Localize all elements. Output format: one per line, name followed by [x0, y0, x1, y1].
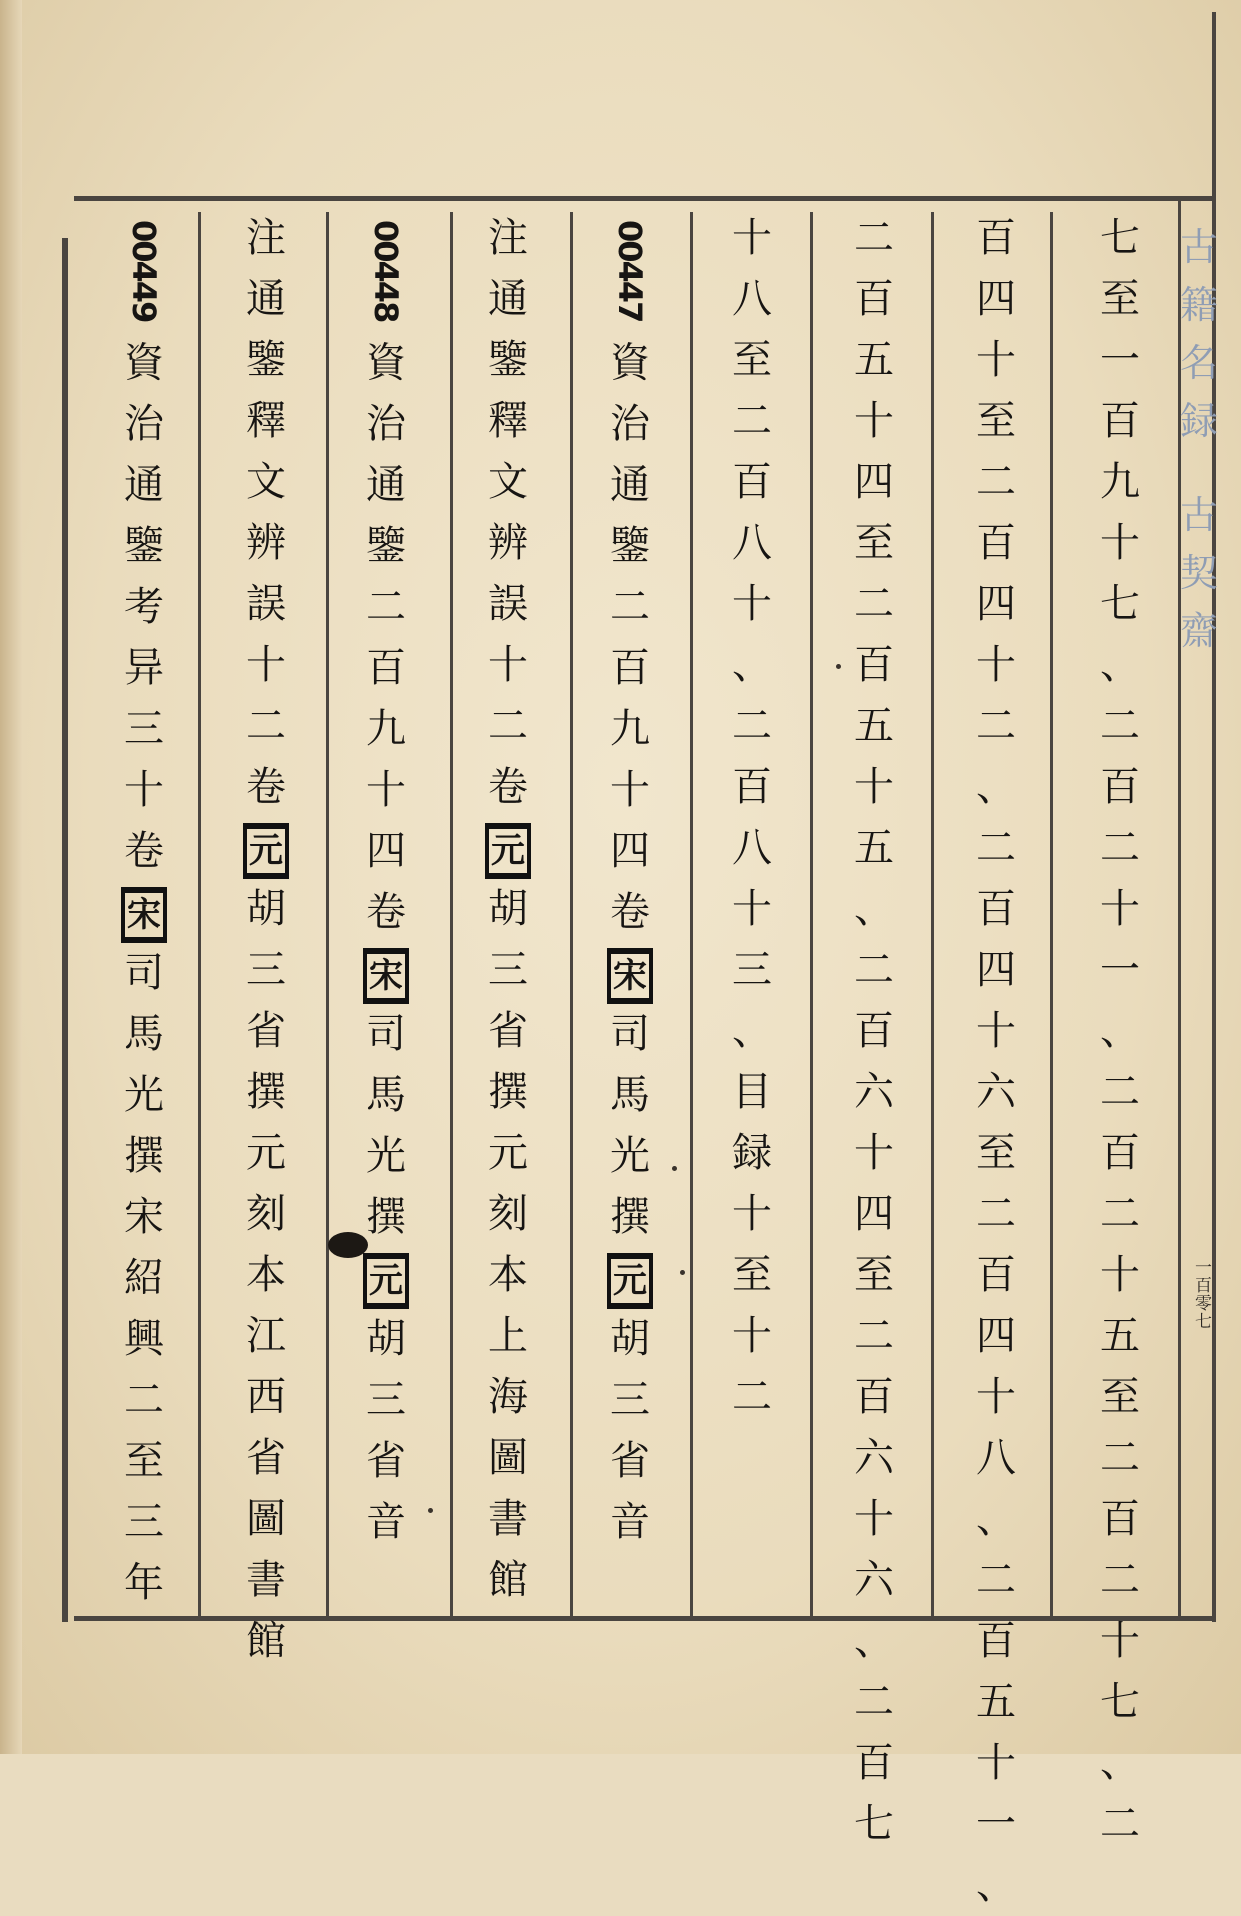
text-char: 撰	[610, 1194, 650, 1240]
text-char: 一	[1100, 337, 1140, 383]
text-char: 二	[732, 1374, 772, 1420]
text-column	[600, 208, 660, 1553]
studio-name-char: 契	[1179, 551, 1218, 595]
text-char: 、	[732, 642, 772, 688]
text-char: 館	[488, 1557, 528, 1603]
text-char: 文	[488, 459, 528, 505]
dynasty-label: 元	[485, 823, 531, 879]
text-char: 百	[976, 1252, 1016, 1298]
text-char: 二	[1100, 1557, 1140, 1603]
text-char: 至	[124, 1438, 164, 1484]
text-char: 資	[610, 340, 650, 386]
text-char: 十	[976, 337, 1016, 383]
text-char: 三	[610, 1377, 650, 1423]
text-char: 、	[976, 1496, 1016, 1542]
text-char: 二	[610, 584, 650, 630]
text-char: 五	[854, 825, 894, 871]
frame-top-border	[74, 196, 1216, 201]
text-char: 注	[488, 215, 528, 261]
text-char: 、	[1100, 1008, 1140, 1054]
text-char: 二	[854, 1313, 894, 1359]
text-char: 光	[366, 1133, 406, 1179]
text-char: 三	[366, 1377, 406, 1423]
text-char: 圖	[488, 1435, 528, 1481]
dynasty-label: 元	[243, 823, 289, 879]
text-char: 、	[854, 1618, 894, 1664]
text-char: 釋	[246, 398, 286, 444]
text-char: 十	[246, 642, 286, 688]
text-char: 十	[854, 398, 894, 444]
text-char: 元	[246, 1130, 286, 1176]
text-char: 七	[1100, 581, 1140, 627]
text-char: 誤	[488, 581, 528, 627]
text-char: 二	[854, 1679, 894, 1725]
text-char: 九	[610, 706, 650, 752]
text-char: 治	[366, 401, 406, 447]
margin-header	[1177, 218, 1221, 660]
studio-name-char: 齋	[1179, 609, 1218, 653]
text-char: 四	[610, 828, 650, 874]
text-char: 一	[1100, 947, 1140, 993]
dynasty-label: 元	[363, 1253, 409, 1309]
text-char: 刻	[246, 1191, 286, 1237]
text-char: 二	[1100, 1801, 1140, 1847]
text-char: 三	[246, 947, 286, 993]
text-char: 四	[976, 1313, 1016, 1359]
text-char: 十	[1100, 520, 1140, 566]
text-char: 卷	[610, 889, 650, 935]
text-char: 二	[976, 1191, 1016, 1237]
text-char: 四	[366, 828, 406, 874]
text-char: 司	[610, 1011, 650, 1057]
text-char: 光	[124, 1072, 164, 1118]
paper-speck	[672, 1166, 677, 1171]
text-char: 馬	[124, 1011, 164, 1057]
column-divider	[450, 212, 453, 1616]
text-char: 二	[1100, 825, 1140, 871]
text-char: 誤	[246, 581, 286, 627]
text-char: 撰	[124, 1133, 164, 1179]
text-char: 十	[610, 767, 650, 813]
text-char: 异	[124, 645, 164, 691]
text-char: 十	[488, 642, 528, 688]
text-char: 至	[732, 1252, 772, 1298]
text-char: 省	[488, 1008, 528, 1054]
text-char: 二	[854, 581, 894, 627]
text-char: 百	[1100, 1130, 1140, 1176]
dynasty-bracket	[478, 818, 538, 879]
text-char: 百	[854, 1374, 894, 1420]
text-char: 音	[610, 1499, 650, 1545]
text-char: 一	[976, 1801, 1016, 1847]
text-char: 紹	[124, 1255, 164, 1301]
text-char: 胡	[488, 886, 528, 932]
text-char: 十	[854, 1496, 894, 1542]
page-edge-shadow	[0, 0, 22, 1754]
text-char: 本	[488, 1252, 528, 1298]
text-char: 百	[854, 276, 894, 322]
text-char: 鑒	[488, 337, 528, 383]
text-char: 胡	[366, 1316, 406, 1362]
text-char: 二	[854, 215, 894, 261]
paper-speck	[836, 664, 841, 669]
text-char: 百	[854, 1008, 894, 1054]
text-char: 海	[488, 1374, 528, 1420]
text-char: 百	[610, 645, 650, 691]
text-char: 年	[124, 1560, 164, 1606]
text-char: 省	[246, 1435, 286, 1481]
text-column	[722, 208, 782, 1428]
text-char: 元	[488, 1130, 528, 1176]
text-char: 七	[1100, 1679, 1140, 1725]
text-char: 至	[854, 1252, 894, 1298]
text-char: 二	[488, 703, 528, 749]
text-column	[844, 208, 904, 1855]
text-char: 通	[610, 462, 650, 508]
text-char: 二	[854, 947, 894, 993]
page-number: 一百零七	[1191, 1258, 1211, 1330]
text-char: 撰	[246, 1069, 286, 1115]
text-char: 宋	[124, 1194, 164, 1240]
text-char: 十	[732, 581, 772, 627]
text-char: 、	[732, 1008, 772, 1054]
text-char: 光	[610, 1133, 650, 1179]
text-char: 五	[1100, 1313, 1140, 1359]
text-char: 百	[1100, 1496, 1140, 1542]
text-char: 百	[976, 886, 1016, 932]
text-char: 圖	[246, 1496, 286, 1542]
text-char: 二	[976, 459, 1016, 505]
text-char: 六	[854, 1435, 894, 1481]
dynasty-bracket	[114, 882, 174, 943]
text-char: 撰	[488, 1069, 528, 1115]
text-char: 興	[124, 1316, 164, 1362]
text-char: 二	[1100, 1435, 1140, 1481]
text-char: 資	[366, 340, 406, 386]
text-char: 三	[488, 947, 528, 993]
text-char: 資	[124, 340, 164, 386]
text-char: 胡	[246, 886, 286, 932]
text-char: 二	[1100, 703, 1140, 749]
text-char: 至	[976, 398, 1016, 444]
text-char: 八	[732, 825, 772, 871]
text-char: 十	[732, 1191, 772, 1237]
column-divider	[326, 212, 329, 1616]
text-char: 至	[1100, 1374, 1140, 1420]
text-char: 撰	[366, 1194, 406, 1240]
text-char: 考	[124, 584, 164, 630]
dynasty-bracket	[356, 943, 416, 1004]
text-char: 鑒	[124, 523, 164, 569]
text-char: 六	[976, 1069, 1016, 1115]
text-char: 四	[854, 1191, 894, 1237]
text-char: 省	[610, 1438, 650, 1484]
text-char: 十	[976, 1740, 1016, 1786]
text-column	[236, 208, 296, 1672]
column-divider	[198, 212, 201, 1616]
text-char: 十	[854, 764, 894, 810]
text-char: 目	[732, 1069, 772, 1115]
text-char: 二	[124, 1377, 164, 1423]
column-divider	[690, 212, 693, 1616]
text-char: 卷	[246, 764, 286, 810]
text-char: 通	[488, 276, 528, 322]
text-char: 四	[976, 581, 1016, 627]
text-char: 江	[246, 1313, 286, 1359]
text-char: 四	[976, 947, 1016, 993]
text-char: 三	[124, 1499, 164, 1545]
text-char: 卷	[124, 828, 164, 874]
text-char: 二	[976, 1557, 1016, 1603]
text-char: 百	[854, 642, 894, 688]
dynasty-bracket	[600, 1248, 660, 1309]
text-char: 通	[246, 276, 286, 322]
text-char: 司	[124, 950, 164, 996]
text-char: 百	[976, 1618, 1016, 1664]
text-column	[966, 208, 1026, 1916]
text-char: 百	[732, 764, 772, 810]
text-column	[356, 208, 416, 1553]
text-char: 二	[976, 703, 1016, 749]
text-char: 書	[246, 1557, 286, 1603]
text-char: 辨	[488, 520, 528, 566]
dynasty-label: 宋	[607, 948, 653, 1004]
text-char: 、	[1100, 1740, 1140, 1786]
text-char: 治	[124, 401, 164, 447]
text-char: 四	[976, 276, 1016, 322]
text-char: 二	[366, 584, 406, 630]
text-char: 録	[732, 1130, 772, 1176]
text-char: 百	[1100, 764, 1140, 810]
text-char: 十	[366, 767, 406, 813]
text-char: 鑒	[610, 523, 650, 569]
text-char: 十	[732, 886, 772, 932]
text-char: 百	[1100, 398, 1140, 444]
text-char: 刻	[488, 1191, 528, 1237]
text-char: 八	[732, 520, 772, 566]
text-char: 館	[246, 1618, 286, 1664]
text-char: 二	[732, 398, 772, 444]
entry-number: 00447	[611, 219, 649, 322]
text-char: 釋	[488, 398, 528, 444]
entry-number: 00449	[125, 219, 163, 322]
text-char: 上	[488, 1313, 528, 1359]
text-char: 省	[366, 1438, 406, 1484]
text-char: 百	[854, 1740, 894, 1786]
book-title-char: 古	[1179, 225, 1218, 269]
text-char: 胡	[610, 1316, 650, 1362]
text-char: 、	[976, 764, 1016, 810]
text-char: 治	[610, 401, 650, 447]
text-column	[478, 208, 538, 1611]
text-char: 省	[246, 1008, 286, 1054]
text-char: 百	[976, 215, 1016, 261]
text-char: 、	[976, 1862, 1016, 1908]
text-char: 、	[854, 886, 894, 932]
dynasty-label: 元	[607, 1253, 653, 1309]
text-char: 十	[124, 767, 164, 813]
text-char: 五	[854, 337, 894, 383]
text-char: 八	[976, 1435, 1016, 1481]
text-char: 百	[976, 520, 1016, 566]
text-char: 十	[1100, 1618, 1140, 1664]
text-char: 鑒	[366, 523, 406, 569]
dynasty-label: 宋	[121, 887, 167, 943]
dynasty-bracket	[236, 818, 296, 879]
text-char: 十	[854, 1130, 894, 1176]
text-char: 注	[246, 215, 286, 261]
text-char: 九	[1100, 459, 1140, 505]
text-char: 七	[1100, 215, 1140, 261]
book-title-char: 名	[1179, 341, 1218, 385]
text-column	[1090, 208, 1150, 1855]
text-char: 十	[1100, 886, 1140, 932]
text-char: 司	[366, 1011, 406, 1057]
text-char: 十	[732, 215, 772, 261]
frame-left-border	[62, 238, 68, 1622]
paper-speck	[680, 1270, 685, 1275]
text-char: 至	[1100, 276, 1140, 322]
text-char: 至	[976, 1130, 1016, 1176]
dynasty-label: 宋	[363, 948, 409, 1004]
ink-smudge	[328, 1232, 368, 1258]
entry-number: 00448	[367, 219, 405, 322]
text-char: 文	[246, 459, 286, 505]
studio-name-char: 古	[1179, 493, 1218, 537]
text-column	[114, 208, 174, 1614]
column-divider	[570, 212, 573, 1616]
text-char: 通	[124, 462, 164, 508]
text-char: 通	[366, 462, 406, 508]
text-char: 二	[976, 825, 1016, 871]
text-char: 六	[854, 1557, 894, 1603]
text-char: 至	[732, 337, 772, 383]
text-char: 音	[366, 1499, 406, 1545]
text-char: 九	[366, 706, 406, 752]
text-char: 十	[976, 1008, 1016, 1054]
text-char: 十	[976, 642, 1016, 688]
text-char: 百	[732, 459, 772, 505]
text-char: 、	[1100, 642, 1140, 688]
text-char: 七	[854, 1801, 894, 1847]
dynasty-bracket	[600, 943, 660, 1004]
text-char: 十	[732, 1313, 772, 1359]
column-divider	[810, 212, 813, 1616]
text-char: 書	[488, 1496, 528, 1542]
book-title-char: 録	[1179, 399, 1218, 443]
column-divider	[931, 212, 934, 1616]
text-char: 四	[854, 459, 894, 505]
text-char: 八	[732, 276, 772, 322]
dynasty-bracket	[356, 1248, 416, 1309]
paper-speck	[428, 1508, 433, 1513]
text-char: 卷	[366, 889, 406, 935]
text-char: 至	[854, 520, 894, 566]
text-char: 二	[246, 703, 286, 749]
text-char: 二	[732, 703, 772, 749]
text-char: 卷	[488, 764, 528, 810]
text-char: 十	[1100, 1252, 1140, 1298]
text-char: 二	[1100, 1069, 1140, 1115]
book-title-char: 籍	[1179, 283, 1218, 327]
text-char: 本	[246, 1252, 286, 1298]
text-char: 百	[366, 645, 406, 691]
text-char: 馬	[610, 1072, 650, 1118]
text-char: 三	[124, 706, 164, 752]
text-char: 五	[976, 1679, 1016, 1725]
text-char: 六	[854, 1069, 894, 1115]
text-char: 西	[246, 1374, 286, 1420]
column-divider	[1050, 212, 1053, 1616]
text-char: 辨	[246, 520, 286, 566]
text-char: 鑒	[246, 337, 286, 383]
text-char: 二	[1100, 1191, 1140, 1237]
text-char: 馬	[366, 1072, 406, 1118]
text-char: 五	[854, 703, 894, 749]
text-char: 三	[732, 947, 772, 993]
text-char: 十	[976, 1374, 1016, 1420]
